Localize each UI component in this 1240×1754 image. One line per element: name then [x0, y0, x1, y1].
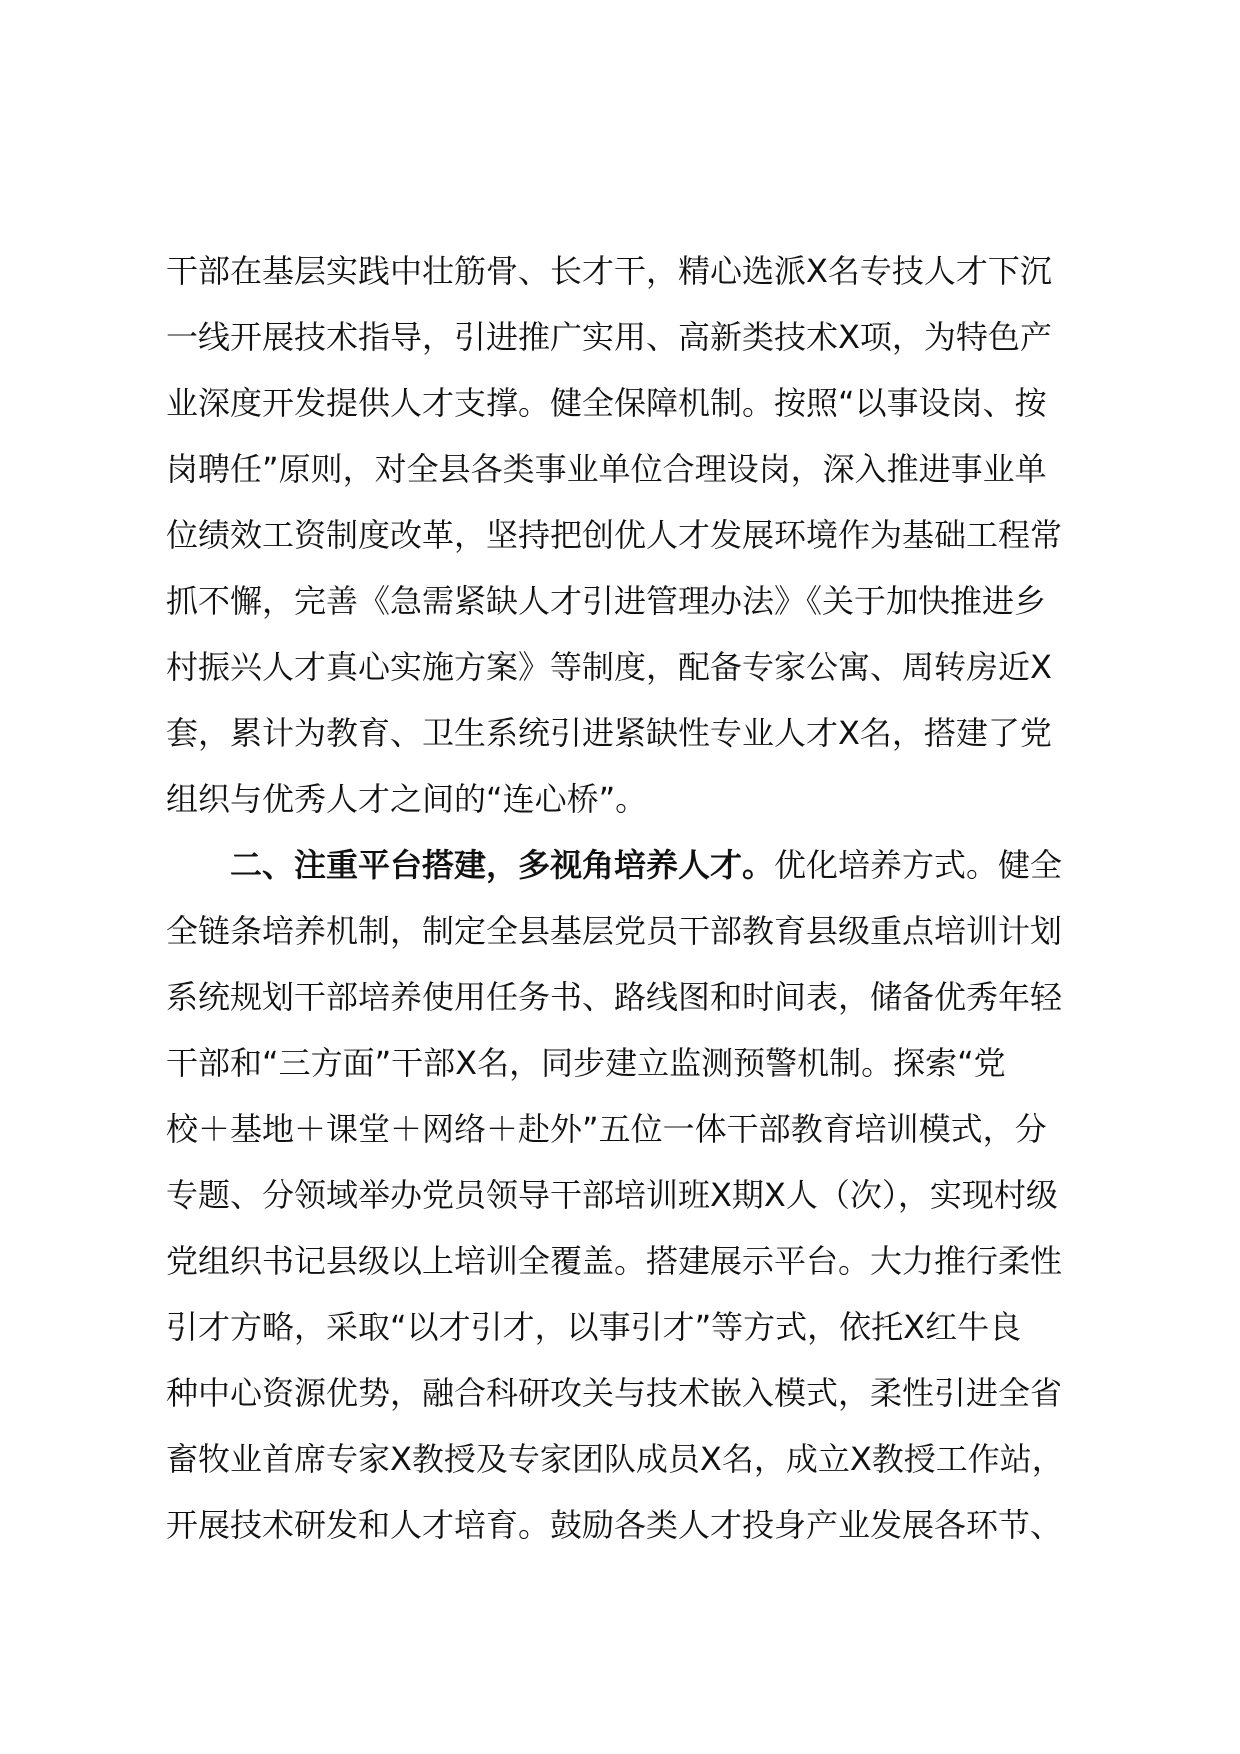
paragraph-line: 校＋基地＋课堂＋网络＋赴外”五位一体干部教育培训模式，分 — [166, 1110, 1047, 1148]
paragraph-line: 畜牧业首席专家X教授及专家团队成员X名，成立X教授工作站， — [166, 1440, 1064, 1478]
paragraph-line: 专题、分领域举办党员领导干部培训班X期X人（次），实现村级 — [166, 1176, 1058, 1214]
paragraph-line: 系统规划干部培养使用任务书、路线图和时间表，储备优秀年轻 — [166, 978, 1063, 1016]
paragraph-line: 业深度开发提供人才支撑。健全保障机制。按照“以事设岗、按 — [166, 384, 1047, 422]
paragraph-line: 一线开展技术指导，引进推广实用、高新类技术X项，为特色产 — [166, 318, 1052, 356]
section-heading-line — [166, 832, 1106, 898]
body-text — [166, 238, 1106, 1558]
paragraph-line: 干部在基层实践中壮筋骨、长才干，精心选派X名专技人才下沉 — [166, 252, 1052, 290]
section-intro: 优化培养方式。健全 — [774, 846, 1063, 884]
paragraph-line: 干部和“三方面”干部X名，同步建立监测预警机制。探索“党 — [166, 1044, 1006, 1082]
paragraph-line: 位绩效工资制度改革，坚持把创优人才发展环境作为基础工程常 — [166, 516, 1063, 554]
section-heading: 二、注重平台搭建，多视角培养人才。 — [230, 846, 775, 884]
paragraph-line: 村振兴人才真心实施方案》等制度，配备专家公寓、周转房近X — [166, 648, 1052, 686]
paragraph-line: 套，累计为教育、卫生系统引进紧缺性专业人才X名，搭建了党 — [166, 714, 1052, 752]
paragraph-line: 引才方略，采取“以才引才，以事引才”等方式，依托X红牛良 — [166, 1308, 1022, 1346]
paragraph-line: 开展技术研发和人才培育。鼓励各类人才投身产业发展各环节、 — [166, 1506, 1063, 1544]
paragraph-line: 组织与优秀人才之间的“连心桥”。 — [166, 780, 648, 818]
paragraph-line: 抓不懈，完善《急需紧缺人才引进管理办法》《关于加快推进乡 — [166, 582, 1047, 620]
paragraph-line: 全链条培养机制，制定全县基层党员干部教育县级重点培训计划 — [166, 912, 1063, 950]
paragraph-line: 种中心资源优势，融合科研攻关与技术嵌入模式，柔性引进全省 — [166, 1374, 1063, 1412]
paragraph-line: 党组织书记县级以上培训全覆盖。搭建展示平台。大力推行柔性 — [166, 1242, 1063, 1280]
paragraph-line: 岗聘任”原则，对全县各类事业单位合理设岗，深入推进事业单 — [166, 450, 1047, 488]
